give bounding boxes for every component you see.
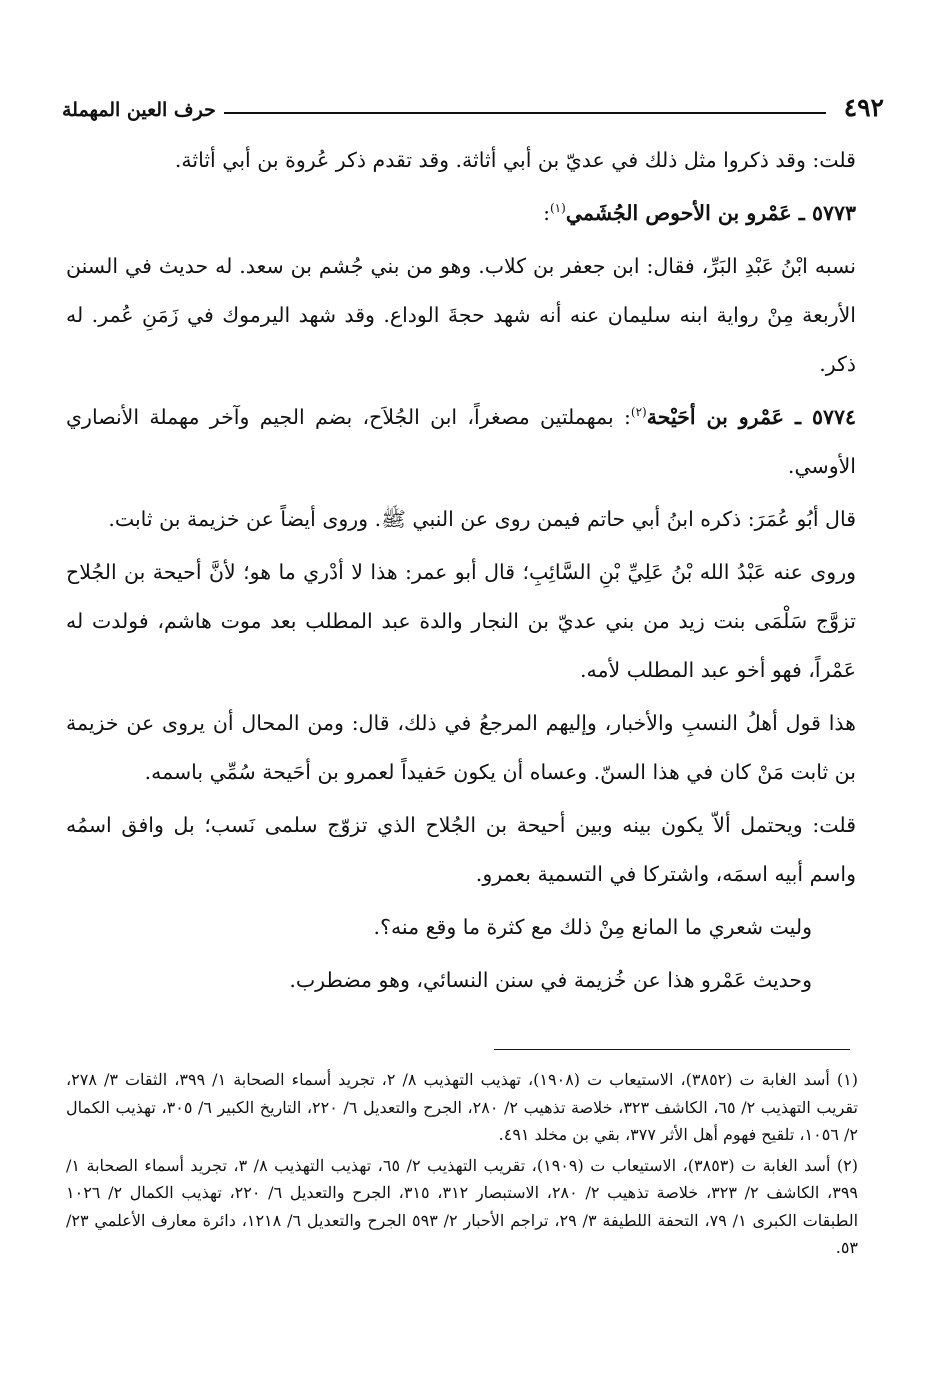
footnote-number: (١) <box>836 1070 858 1089</box>
footnote-ref: (١) <box>549 201 566 216</box>
paragraph: قلت: ويحتمل ألاّ يكون بينه وبين أحيحة بن الجُلاح الذي تزوّج سلمى نَسب؛ بل وافق اسمُه واسم أبيه اسمَه، واشتركا في التسمية بعمرو. <box>66 813 856 886</box>
page-header <box>62 84 884 120</box>
paragraph: وليت شعري ما المانع مِنْ ذلك مع كثرة ما وقع منه؟. <box>373 915 812 939</box>
footnote-ref: (٢) <box>630 405 647 420</box>
entry-tail: : <box>543 201 550 225</box>
running-title: حرف العين المهملة <box>62 99 216 121</box>
paragraph: هذا قول أهلُ النسبِ والأخبار، وإليهم المرجعُ في ذلك، قال: ومن المحال أن يروى عن خزيمة بن ثابت مَنْ كان في هذا السنّ. وعساه أن يكون حَفيداً لعمرو بن أحَيحة سُمِّي باسمه. <box>66 711 856 784</box>
paragraph: نسبه ابْنُ عَبْدِ البَرِّ، فقال: ابن جعفر بن كلاب. وهو من بني جُشم بن سعد. له حديث في السنن الأربعة مِنْ رواية ابنه سليمان عنه أنه شهد حجةَ الوداع. وقد شهد اليرموك في زَمَنِ عُمر. له ذكر. <box>66 254 856 376</box>
entry-tail: : بمهملتين مصغراً، ابن الجُلاَح، بضم الجيم وآخر مهملة الأنصاري الأوسي. <box>66 405 856 478</box>
paragraph: قال أبُو عُمَرَ: ذكره ابنُ أبي حاتم فيمن روى عن النبي ﷺ. وروى أيضاً عن خزيمة بن ثابت. <box>108 507 856 531</box>
main-text <box>66 136 856 1009</box>
header-rule <box>224 112 826 114</box>
footnote-text: أسد الغابة ت (٣٨٥٢)، الاستيعاب ت (١٩٠٨)، تهذيب التهذيب ٨/ ٢، تجريد أسماء الصحابة ١/ ٣٩٩، الثقات ٣/ ٢٧٨، تقريب التهذيب ٢/ ٦٥، الكاشف ٣٢٣، خلاصة تذهيب ٢/ ٢٨٠، الجرح والتعديل ٦/ ٢٢٠، التاريخ الكبير ٦/ ٣٠٥، تهذيب الكمال ٢/ ١٠٥٦، تلقيح فهوم أهل الأثر ٣٧٧، بقي بن مخلد ٤٩١. <box>66 1070 858 1144</box>
entry-title: ٥٧٧٣ ـ عَمْرو بن الأحوص الجُشَمي <box>565 201 856 225</box>
footnote-separator <box>494 1049 850 1050</box>
footnotes <box>66 1066 858 1265</box>
entry-heading-5773 <box>66 189 856 238</box>
paragraph: وروى عنه عَبْدُ الله بْنُ عَلِيِّ بْنِ السَّائِبِ؛ قال أبو عمر: هذا لا أدْري ما هو؛ لأنَّ أحيحة بن الجُلاح تزوَّج سَلْمَى بنت زيد من بني عديّ بن النجار والدة عبد المطلب بعد موت هاشم، فولدت له عَمْراً، فهو أخو عبد المطلب لأمه. <box>66 560 856 682</box>
page-number: ٤٩٢ <box>843 93 884 122</box>
footnote-text: أسد الغابة ت (٣٨٥٣)، الاستيعاب ت (١٩٠٩)، تقريب التهذيب ٢/ ٦٥، تهذيب التهذيب ٨/ ٣، تجريد أسماء الصحابة ١/ ٣٩٩، الكاشف ٢/ ٣٢٣، خلاصة تذهيب ٢/ ٢٨٠، الاستبصار ٣١٢، ٣١٥، الجرح والتعديل ٦/ ٢٢٠، تهذيب الكمال ٢/ ١٠٢٦ الطبقات الكبرى ١/ ٧٩، التحفة اللطيفة ٣/ ٢٩، تراجم الأحبار ٢/ ٥٩٣ الجرح والتعديل ٦/ ١٢١٨، دائرة معارف الأعلمي ٢٣/ ٥٣. <box>66 1155 859 1257</box>
footnote-2 <box>66 1152 858 1262</box>
entry-title: ٥٧٧٤ ـ عَمْرو بن أحَيْحة <box>646 405 856 429</box>
paragraph: وحديث عَمْرو هذا عن خُزيمة في سنن النسائي، وهو مضطرب. <box>289 968 812 992</box>
paragraph: قلت: وقد ذكروا مثل ذلك في عديّ بن أبي أثاثة. وقد تقدم ذكر عُروة بن أبي أثاثة. <box>174 148 856 172</box>
footnote-number: (٢) <box>836 1155 859 1175</box>
entry-heading-5774 <box>66 393 856 491</box>
footnote-1 <box>66 1066 858 1149</box>
